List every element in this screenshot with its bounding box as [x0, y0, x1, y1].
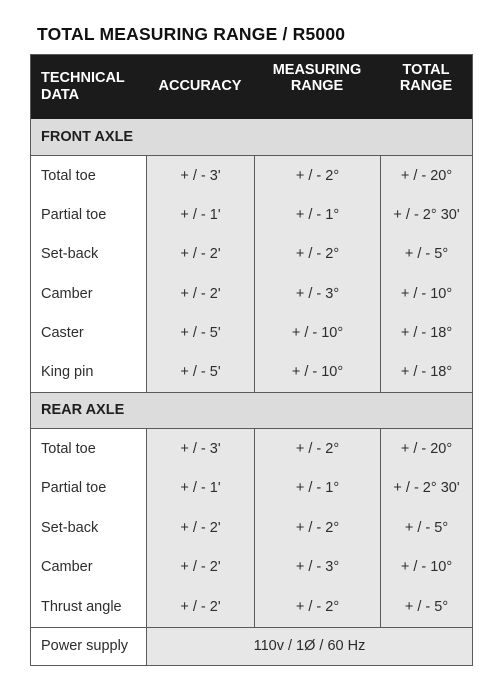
measuring-range-cell: + / - 2° [295, 246, 340, 263]
measuring-range-cell: + / - 10° [291, 364, 344, 381]
total-range-cell: + / - 10° [400, 559, 453, 576]
power-supply-row [31, 627, 472, 665]
accuracy-cell: + / - 5' [180, 324, 221, 341]
front-axle-total-column [380, 156, 472, 392]
row-label: Thrust angle [41, 598, 122, 615]
accuracy-cell: + / - 2' [180, 598, 221, 615]
table-header [31, 55, 472, 119]
row-label: King pin [41, 364, 94, 381]
measuring-range-cell: + / - 1° [295, 206, 340, 223]
page-title: TOTAL MEASURING RANGE / R5000 [37, 24, 346, 44]
rear-axle-accuracy-column [146, 429, 254, 627]
total-range-cell: + / - 20° [400, 440, 453, 457]
section-front-axle: FRONT AXLE [31, 119, 472, 156]
measuring-range-cell: + / - 10° [291, 324, 344, 341]
row-label: Set-back [41, 519, 99, 536]
accuracy-cell: + / - 5' [180, 364, 221, 381]
front-axle-accuracy-column [146, 156, 254, 392]
measuring-range-cell: + / - 1° [295, 480, 340, 497]
row-label: Set-back [41, 246, 99, 263]
front-axle-labels [31, 156, 146, 392]
measuring-range-cell: + / - 3° [295, 285, 340, 302]
header-accuracy: ACCURACY [158, 78, 242, 95]
accuracy-cell: + / - 1' [180, 206, 221, 223]
accuracy-cell: + / - 3' [180, 440, 221, 457]
total-range-cell: + / - 18° [400, 364, 453, 381]
section-rear-axle: REAR AXLE [31, 392, 472, 429]
rear-axle-group [31, 429, 472, 627]
accuracy-cell: + / - 2' [180, 559, 221, 576]
row-label: Camber [41, 559, 93, 576]
power-supply-value: 110v / 1Ø / 60 Hz [146, 628, 472, 665]
measuring-range-cell: + / - 2° [295, 440, 340, 457]
accuracy-cell: + / - 3' [180, 167, 221, 184]
row-label: Camber [41, 285, 93, 302]
measuring-range-cell: + / - 2° [295, 519, 340, 536]
row-label: Caster [41, 324, 84, 341]
total-range-cell: + / - 2° 30' [393, 206, 460, 223]
accuracy-cell: + / - 1' [180, 480, 221, 497]
accuracy-cell: + / - 2' [180, 519, 221, 536]
accuracy-cell: + / - 2' [180, 246, 221, 263]
header-technical-data: TECHNICAL DATA [41, 70, 125, 103]
row-label: Partial toe [41, 480, 107, 497]
header-measuring-range: MEASURING RANGE [272, 61, 362, 95]
header-total-range: TOTAL RANGE [399, 61, 453, 95]
total-range-cell: + / - 5° [404, 246, 449, 263]
front-axle-group [31, 156, 472, 392]
total-range-cell: + / - 2° 30' [393, 480, 460, 497]
total-range-cell: + / - 20° [400, 167, 453, 184]
rear-axle-total-column [380, 429, 472, 627]
row-label: Partial toe [41, 206, 107, 223]
row-label: Total toe [41, 167, 96, 184]
measuring-range-cell: + / - 2° [295, 598, 340, 615]
rear-axle-labels [31, 429, 146, 627]
measuring-range-cell: + / - 2° [295, 167, 340, 184]
power-supply-label: Power supply [41, 638, 129, 655]
row-label: Total toe [41, 440, 96, 457]
technical-data-table [30, 54, 473, 666]
total-range-cell: + / - 18° [400, 324, 453, 341]
total-range-cell: + / - 5° [404, 519, 449, 536]
front-axle-measuring-column [254, 156, 380, 392]
accuracy-cell: + / - 2' [180, 285, 221, 302]
rear-axle-measuring-column [254, 429, 380, 627]
total-range-cell: + / - 10° [400, 285, 453, 302]
total-range-cell: + / - 5° [404, 598, 449, 615]
measuring-range-cell: + / - 3° [295, 559, 340, 576]
